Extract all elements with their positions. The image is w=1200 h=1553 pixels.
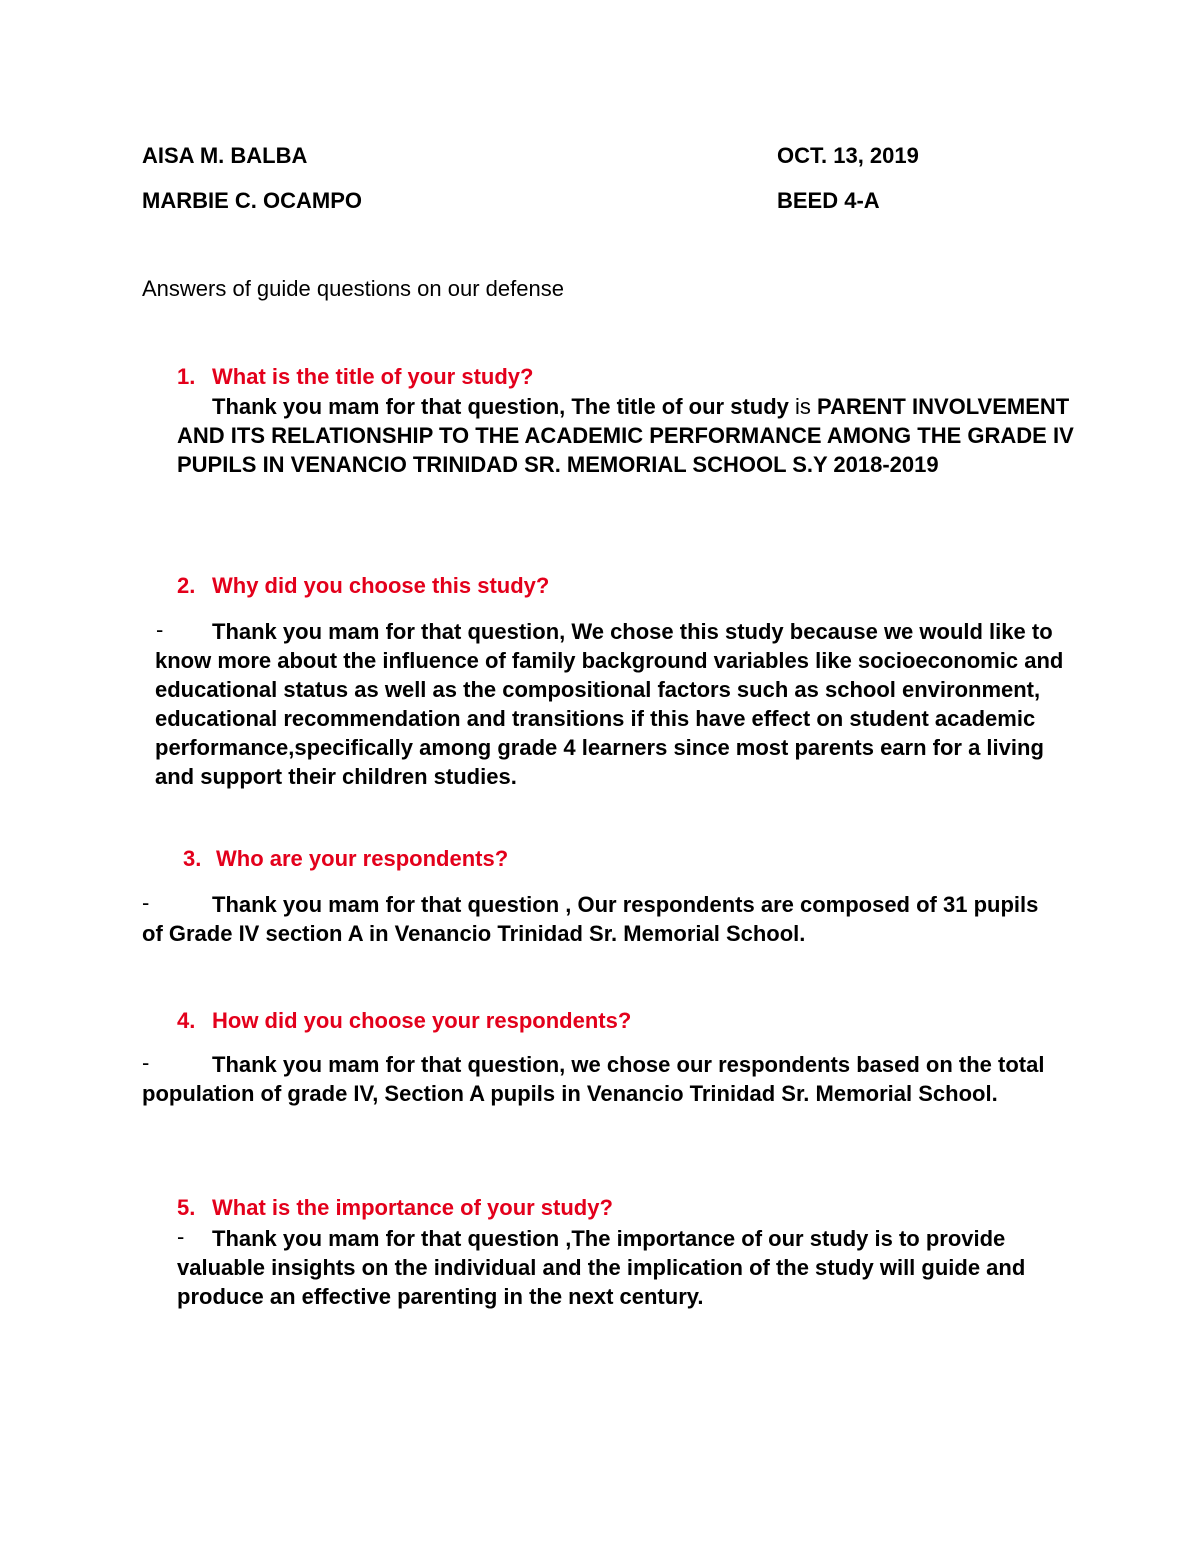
answer-1-title: PARENT INVOLVEMENT AND ITS RELATIONSHIP TO THE ACADEMIC PERFORMANCE AMONG THE GRADE IV PUPILS IN VENANCIO TRINIDAD SR. MEMORIAL SCHOOL S.Y 2018-2019 [177,394,1074,477]
question-4-number: 4. [177,1008,196,1033]
answer-4: Thank you mam for that question, we chose our respondents based on the total population of grade IV, Section A pupils in Venancio Trinidad Sr. Memorial School. [142,1052,1045,1106]
question-1-number: 1. [177,364,196,389]
intro-line: Answers of guide questions on our defense [142,276,564,301]
section: BEED 4-A [777,188,880,213]
question-5-number: 5. [177,1195,196,1220]
question-3-number: 3. [183,846,202,871]
student-name-1: AISA M. BALBA [142,143,308,168]
date: OCT. 13, 2019 [777,143,919,168]
answer-5: Thank you mam for that question ,The importance of our study is to provide valuable insights on the individual and the implication of the study will guide and produce an effective parenting in the next century. [177,1226,1026,1309]
question-2-text: Why did you choose this study? [212,573,550,598]
answer-5-dash: - [177,1224,185,1249]
question-3-text: Who are your respondents? [216,846,509,871]
question-4-text: How did you choose your respondents? [212,1008,632,1033]
answer-1 [177,392,1077,479]
student-name-2: MARBIE C. OCAMPO [142,188,362,213]
answer-3: Thank you mam for that question , Our respondents are composed of 31 pupils of Grade IV section A in Venancio Trinidad Sr. Memorial School. [142,892,1039,946]
answer-1-lead: Thank you mam for that question, The title of our study [212,394,796,419]
answer-4-dash: - [142,1050,150,1075]
question-1-text: What is the title of your study? [212,364,534,389]
answer-1-is: is [795,394,811,419]
answer-2: Thank you mam for that question, We chose this study because we would like to know more about the influence of family background variables like socioeconomic and educational status as well as the compositional factors such as school environment, educational recommendation and transitions if this have effect on student academic performance,specifically among grade 4 learners since most parents earn for a living and support their children studies. [155,619,1064,789]
answer-3-dash: - [142,890,150,915]
answer-2-dash: - [156,617,164,642]
question-2-number: 2. [177,573,196,598]
question-5-text: What is the importance of your study? [212,1195,613,1220]
